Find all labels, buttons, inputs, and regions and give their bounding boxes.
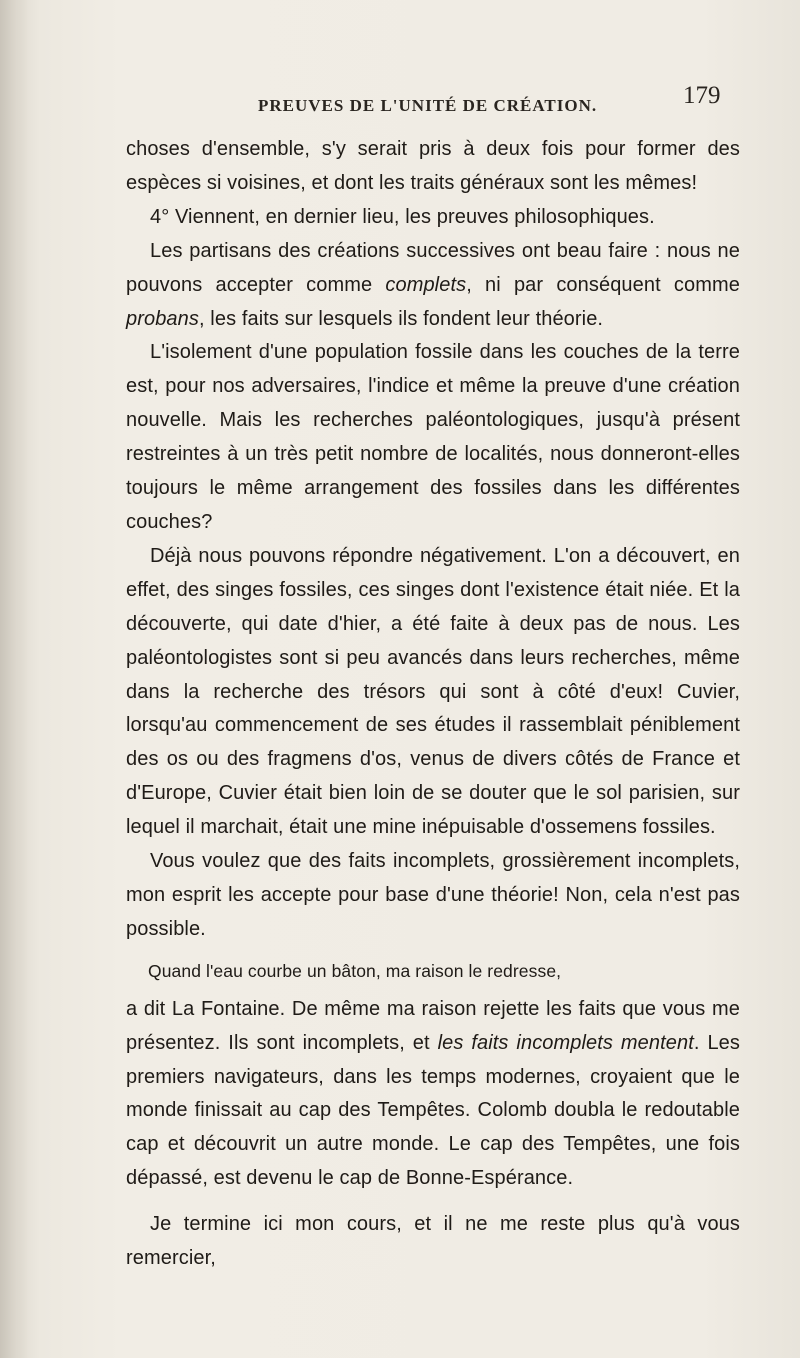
page-number: 179 (683, 82, 721, 109)
paragraph-8: Je termine ici mon cours, et il ne me reste plus qu'à vous remercier, (126, 1213, 740, 1270)
paragraph-5: Déjà nous pouvons répondre négativement. L'on a découvert, en effet, des singes fossiles, ces singes dont l'existence était niée. Et la découverte, qui date d'hier, a été faite à deux pas de nous. Les paléontologistes sont si peu avancés dans leurs recherches, même dans la recherche des trésors qui sont à côté d'eux! Cuvier, lorsqu'au commencement de ses études il rassemblait péniblement des os ou des fragmens d'os, venus de divers côtés de France et d'Europe, Cuvier était bien loin de se douter que le sol parisien, sur lequel il marchait, était une mine inépuisable d'ossemens fossiles. (126, 544, 740, 839)
paragraph-7-part-b: . Les premiers navigateurs, dans les temps modernes, croyaient que le monde finissait au cap des Tempêtes. Colomb doubla le redoutable cap et découvrit un autre monde. Le cap des Tempêtes, une fois dépassé, est devenu le cap de Bonne-Espérance. (126, 1031, 740, 1190)
paragraph-7-italic: les faits incomplets mentent (437, 1031, 694, 1054)
paragraph-3 (126, 235, 740, 337)
running-head: PREUVES DE L'UNITÉ DE CRÉATION. (258, 96, 598, 115)
paragraph-1: choses d'ensemble, s'y serait pris à deux fois pour former des espèces si voisines, et dont les traits généraux sont les mêmes! (126, 138, 740, 194)
paragraph-3-part-b: , ni par conséquent comme (466, 273, 740, 296)
paragraph-4: L'isolement d'une population fossile dans les couches de la terre est, pour nos adversaires, l'indice et même la preuve d'une création nouvelle. Mais les recherches paléontologiques, jusqu'à présent restreintes à un très petit nombre de localités, nous donneront-elles toujours le même arrangement des fossiles dans les différentes couches? (126, 341, 740, 533)
paragraph-2: 4° Viennent, en dernier lieu, les preuves philosophiques. (150, 205, 655, 228)
paragraph-6: Vous voulez que des faits incomplets, grossièrement incomplets, mon esprit les accepte pour base d'une théorie! Non, cela n'est pas possible. (126, 850, 740, 940)
paragraph-3-italic-probans: probans (126, 307, 199, 330)
page-edge-shadow (0, 0, 28, 1358)
body-text (126, 133, 740, 1276)
paragraph-7-part-a: a dit La Fontaine. De même ma raison rejette les faits que vous me présentez. Ils sont incomplets, et (126, 997, 740, 1054)
paragraph-7 (126, 993, 740, 1196)
paragraph-3-part-c: , les faits sur lesquels ils fondent leur théorie. (198, 307, 604, 330)
paragraph-3-part-a: Les partisans des créations successives ont beau faire : nous ne pouvons accepter comme (126, 239, 740, 296)
paragraph-3-italic-complets: complets (385, 273, 467, 296)
verse-quote: Quand l'eau courbe un bâton, ma raison le redresse, (148, 960, 562, 981)
